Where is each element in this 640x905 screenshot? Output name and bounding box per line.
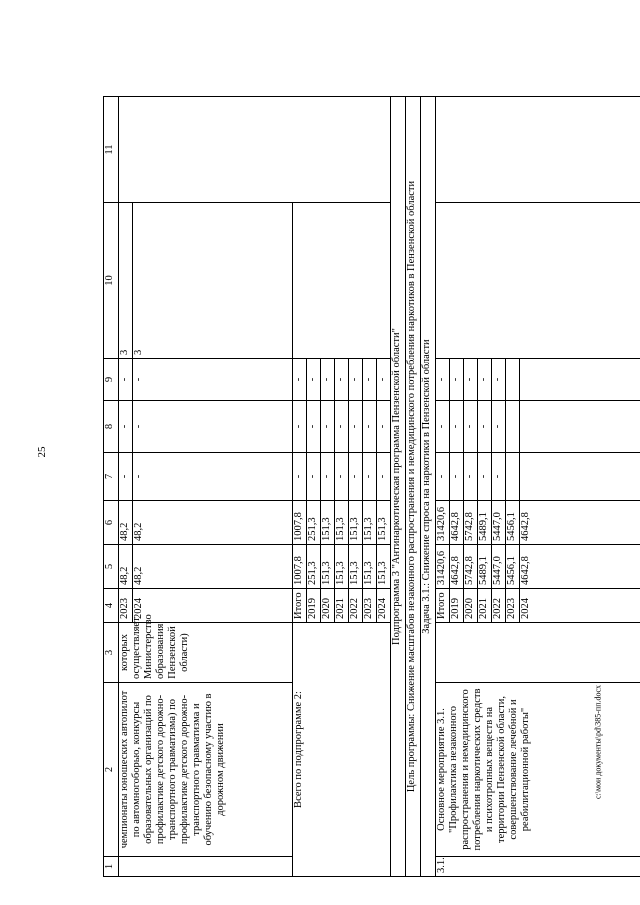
measure-description: Основное мероприятие 3.1. "Профилактика незаконного распространения и немедицинского потребления наркотических средств и психотропных веществ на территории Пензенской области, совершенствование лечебной и реабилитационной работы": [436, 683, 640, 857]
value-cell: -: [450, 401, 464, 453]
executor-cell: которых осуществляет Министерство образования Пензенской области): [119, 623, 293, 683]
col-num-6: 6: [104, 501, 119, 545]
value-cell: 151,3: [363, 545, 377, 589]
value-cell: -: [335, 401, 349, 453]
value-cell: -: [450, 453, 464, 501]
value-cell: 151,3: [349, 545, 363, 589]
value-cell: -: [321, 401, 335, 453]
value-cell: -: [363, 453, 377, 501]
col-num-1: 1: [104, 857, 119, 877]
value-cell: 5456,1: [506, 545, 520, 589]
value-cell: 48,2: [119, 545, 133, 589]
value-cell: -: [349, 359, 363, 401]
value-cell: -: [492, 453, 506, 501]
value-cell: 4642,8: [520, 545, 640, 589]
value-cell: -: [478, 359, 492, 401]
indicator-cell: 3: [119, 203, 133, 359]
value-cell: -: [321, 359, 335, 401]
year-cell: Итого: [293, 589, 307, 623]
value-cell: 151,3: [377, 501, 391, 545]
value-cell: 48,2: [133, 545, 293, 589]
value-cell: 4642,8: [520, 501, 640, 545]
value-cell: -: [293, 453, 307, 501]
rotated-table-wrapper: [103, 97, 623, 877]
year-cell: 2023: [119, 589, 133, 623]
value-cell: -: [478, 401, 492, 453]
value-cell: 251,3: [307, 545, 321, 589]
value-cell: 151,3: [377, 545, 391, 589]
year-cell: 2019: [307, 589, 321, 623]
col-num-8: 8: [104, 401, 119, 453]
table-row: [421, 97, 436, 877]
indicator-cell: 3: [133, 203, 293, 359]
value-cell: -: [321, 453, 335, 501]
table-row: [391, 97, 406, 877]
year-cell: 2022: [349, 589, 363, 623]
program-goal: Цель программы: Снижение масштабов незаконного распространения и немедицинского потребления наркотиков в Пензенской области: [406, 97, 421, 877]
value-cell: 151,3: [321, 545, 335, 589]
value-cell: 48,2: [133, 501, 293, 545]
year-cell: 2023: [363, 589, 377, 623]
value-cell: -: [349, 401, 363, 453]
col-num-2: 2: [104, 683, 119, 857]
table-row: [119, 97, 133, 877]
value-cell: [506, 453, 520, 501]
value-cell: 31420,6: [436, 501, 450, 545]
value-cell: -: [464, 359, 478, 401]
table-row: [436, 97, 450, 877]
col-num-4: 4: [104, 589, 119, 623]
value-cell: -: [335, 359, 349, 401]
table-row: [406, 97, 421, 877]
value-cell: 1007,8: [293, 501, 307, 545]
value-cell: 5742,8: [464, 501, 478, 545]
col-num-11: 11: [104, 97, 119, 203]
value-cell: 5447,0: [492, 501, 506, 545]
value-cell: -: [307, 359, 321, 401]
program-task: Задача 3.1.: Снижение спроса на наркотики в Пензенской области: [421, 97, 436, 877]
measure-number: 3.1.: [436, 857, 640, 877]
value-cell: -: [133, 401, 293, 453]
col-num-10: 10: [104, 203, 119, 359]
value-cell: -: [377, 401, 391, 453]
table-row: [293, 97, 307, 877]
column-number-row: [104, 97, 119, 877]
year-cell: 2019: [450, 589, 464, 623]
value-cell: -: [436, 453, 450, 501]
value-cell: -: [464, 401, 478, 453]
value-cell: -: [377, 453, 391, 501]
value-cell: 1007,8: [293, 545, 307, 589]
value-cell: -: [293, 401, 307, 453]
year-cell: Итого: [436, 589, 450, 623]
value-cell: 48,2: [119, 501, 133, 545]
value-cell: -: [464, 453, 478, 501]
year-cell: 2023: [506, 589, 520, 623]
year-cell: 2021: [335, 589, 349, 623]
year-cell: 2021: [478, 589, 492, 623]
col-num-3: 3: [104, 623, 119, 683]
value-cell: 151,3: [321, 501, 335, 545]
value-cell: -: [119, 359, 133, 401]
year-cell: 2024: [520, 589, 640, 623]
value-cell: -: [133, 359, 293, 401]
value-cell: -: [478, 453, 492, 501]
value-cell: [520, 453, 640, 501]
value-cell: 5489,1: [478, 501, 492, 545]
value-cell: -: [293, 359, 307, 401]
value-cell: 151,3: [335, 501, 349, 545]
value-cell: 251,3: [307, 501, 321, 545]
year-cell: 2020: [464, 589, 478, 623]
value-cell: [520, 359, 640, 401]
value-cell: -: [450, 359, 464, 401]
value-cell: 5742,8: [464, 545, 478, 589]
value-cell: -: [377, 359, 391, 401]
col-num-5: 5: [104, 545, 119, 589]
value-cell: 5447,0: [492, 545, 506, 589]
subprogram-heading: Подпрограмма 3 "Антинаркотическая программа Пензенской области": [391, 97, 406, 877]
value-cell: 31420,6: [436, 545, 450, 589]
value-cell: [506, 359, 520, 401]
value-cell: 5456,1: [506, 501, 520, 545]
value-cell: -: [307, 401, 321, 453]
value-cell: -: [119, 453, 133, 501]
year-cell: 2024: [133, 589, 293, 623]
col-num-9: 9: [104, 359, 119, 401]
value-cell: 151,3: [349, 501, 363, 545]
value-cell: 4642,8: [450, 501, 464, 545]
year-cell: 2020: [321, 589, 335, 623]
value-cell: 151,3: [335, 545, 349, 589]
file-path-footer: c:\мои документы\pd\385-пп.docx: [593, 684, 603, 800]
page-number: 25: [36, 446, 48, 458]
value-cell: [506, 401, 520, 453]
year-cell: 2024: [377, 589, 391, 623]
program-table: [103, 96, 640, 877]
value-cell: 151,3: [363, 501, 377, 545]
value-cell: -: [492, 359, 506, 401]
value-cell: 5489,1: [478, 545, 492, 589]
col-num-7: 7: [104, 453, 119, 501]
value-cell: -: [363, 401, 377, 453]
value-cell: [520, 401, 640, 453]
value-cell: -: [436, 359, 450, 401]
subprogram-total-label: Всего по подпрограмме 2:: [293, 623, 391, 877]
value-cell: -: [133, 453, 293, 501]
value-cell: -: [335, 453, 349, 501]
value-cell: -: [363, 359, 377, 401]
value-cell: -: [307, 453, 321, 501]
measure-description: чемпионаты юношеских автопилот по автомногоборью, конкурсы образовательных организаций по профилактике детского дорожно-транспортного травматизма) по профилактике детского дорожно-транспортного травматизма и обучению безопасному участию в дорожном движении: [119, 683, 293, 857]
value-cell: -: [119, 401, 133, 453]
year-cell: 2022: [492, 589, 506, 623]
value-cell: 4642,8: [450, 545, 464, 589]
value-cell: -: [436, 401, 450, 453]
value-cell: -: [492, 401, 506, 453]
value-cell: -: [349, 453, 363, 501]
